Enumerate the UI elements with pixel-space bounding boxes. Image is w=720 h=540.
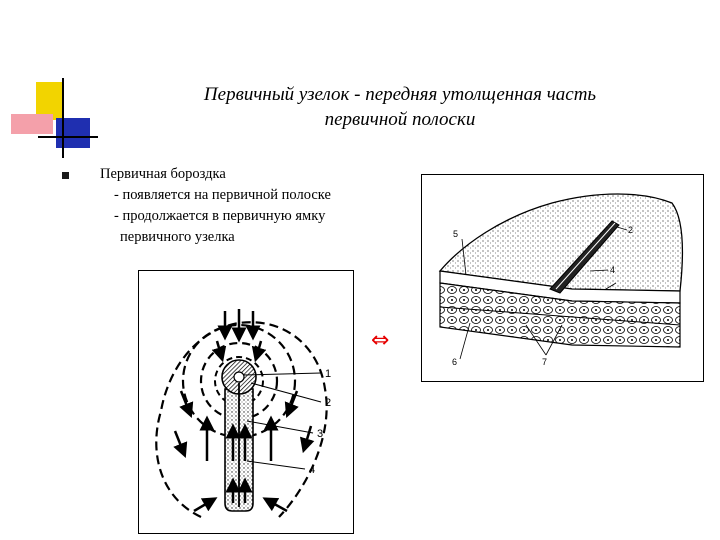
decor-horizontal-line <box>38 136 98 138</box>
decor-red-square <box>11 114 53 134</box>
embryo-section-diagram <box>421 174 704 382</box>
decor-vertical-line <box>62 78 64 158</box>
section-label-4: 4 <box>610 265 616 275</box>
section-label-7: 7 <box>542 357 548 367</box>
primitive-pit <box>234 372 244 382</box>
primitive-streak-svg <box>139 271 353 533</box>
section-label-5: 5 <box>453 229 459 239</box>
bullet-marker <box>62 172 69 179</box>
figure-label-1: 1 <box>325 368 332 380</box>
title-line-2: первичной полоски <box>324 109 476 130</box>
bullet-text <box>100 164 331 248</box>
primitive-streak-diagram <box>138 270 354 534</box>
slide-title <box>110 82 690 132</box>
figure-label-4: 4 <box>309 464 316 476</box>
title-line-1: Первичный узелок - передняя утолщенная часть <box>203 84 597 105</box>
bullet-heading: Первичная бороздка <box>100 166 226 182</box>
embryo-section-svg <box>422 175 703 381</box>
section-label-6: 6 <box>452 357 458 367</box>
section-label-2: 2 <box>628 225 634 235</box>
bullet-line-2: - продолжается в первичную ямку <box>114 208 326 224</box>
figure-label-3: 3 <box>317 428 324 440</box>
bullet-line-1: - появляется на первичной полоске <box>114 187 331 203</box>
figure-label-2: 2 <box>325 397 332 409</box>
leader-lines <box>243 373 324 469</box>
double-arrow-icon: ⇔ <box>371 328 390 353</box>
bullet-line-3: первичного узелка <box>120 229 235 245</box>
inflow-arrows <box>217 309 261 355</box>
